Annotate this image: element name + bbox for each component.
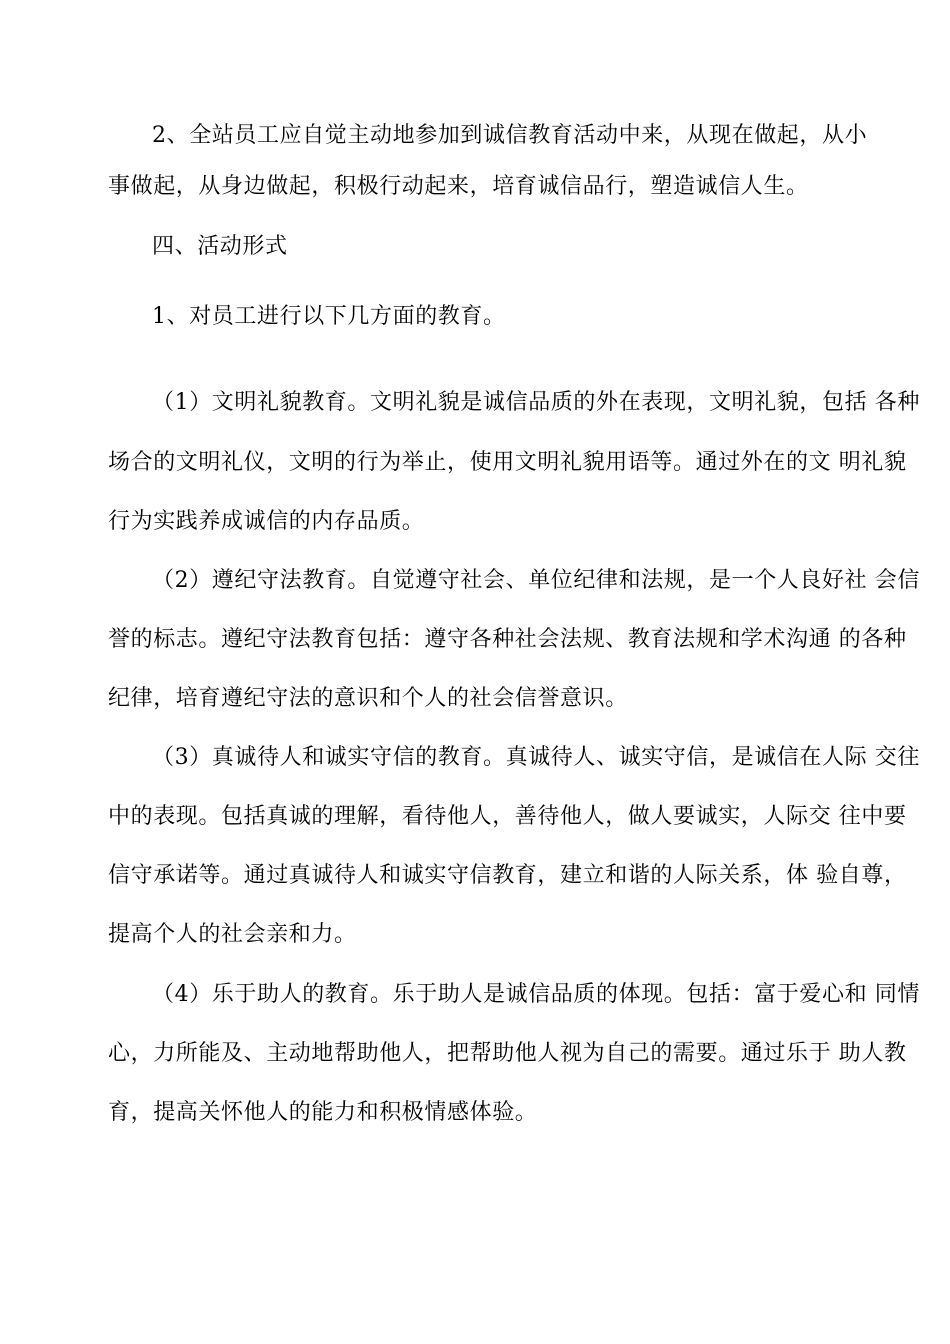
sub-item-1: 1、对员工进行以下几方面的教育。 xyxy=(152,304,506,329)
paragraph-edu-3-line-4: 提高个人的社会亲和力。 xyxy=(108,922,357,947)
paragraph-edu-4-line-3: 育，提高关怀他人的能力和积极情感体验。 xyxy=(108,1100,538,1125)
paragraph-edu-3-line-1: （3）真诚待人和诚实守信的教育。真诚待人、诚实守信，是诚信在人际 交往 xyxy=(152,745,920,770)
paragraph-edu-1-line-3: 行为实践养成诚信的内存品质。 xyxy=(108,509,425,534)
paragraph-edu-3-line-3: 信守承诺等。通过真诚待人和诚实守信教育，建立和谐的人际关系，体 验自尊， xyxy=(108,863,907,888)
paragraph-edu-1-line-1: （1）文明礼貌教育。文明礼貌是诚信品质的外在表现，文明礼貌，包括 各种 xyxy=(152,390,920,415)
paragraph-item-2-line-1: 2、全站员工应自觉主动地参加到诚信教育活动中来，从现在做起，从小 xyxy=(152,123,868,148)
paragraph-edu-4-line-1: （4）乐于助人的教育。乐于助人是诚信品质的体现。包括：富于爱心和 同情 xyxy=(152,982,920,1007)
paragraph-edu-2-line-3: 纪律，培育遵纪守法的意识和个人的社会信誉意识。 xyxy=(108,686,628,711)
section-heading: 四、活动形式 xyxy=(152,234,288,259)
paragraph-edu-3-line-2: 中的表现。包括真诚的理解，看待他人，善待他人，做人要诚实，人际交 往中要 xyxy=(108,804,907,829)
paragraph-edu-2-line-1: （2）遵纪守法教育。自觉遵守社会、单位纪律和法规，是一个人良好社 会信 xyxy=(152,568,920,593)
paragraph-edu-1-line-2: 场合的文明礼仪，文明的行为举止，使用文明礼貌用语等。通过外在的文 明礼貌 xyxy=(108,450,907,475)
paragraph-edu-2-line-2: 誉的标志。遵纪守法教育包括：遵守各种社会法规、教育法规和学术沟通 的各种 xyxy=(108,627,907,652)
paragraph-item-2-line-2: 事做起，从身边做起，积极行动起来，培育诚信品行，塑造诚信人生。 xyxy=(108,174,809,199)
paragraph-edu-4-line-2: 心，力所能及、主动地帮助他人，把帮助他人视为自己的需要。通过乐于 助人教 xyxy=(108,1041,907,1066)
